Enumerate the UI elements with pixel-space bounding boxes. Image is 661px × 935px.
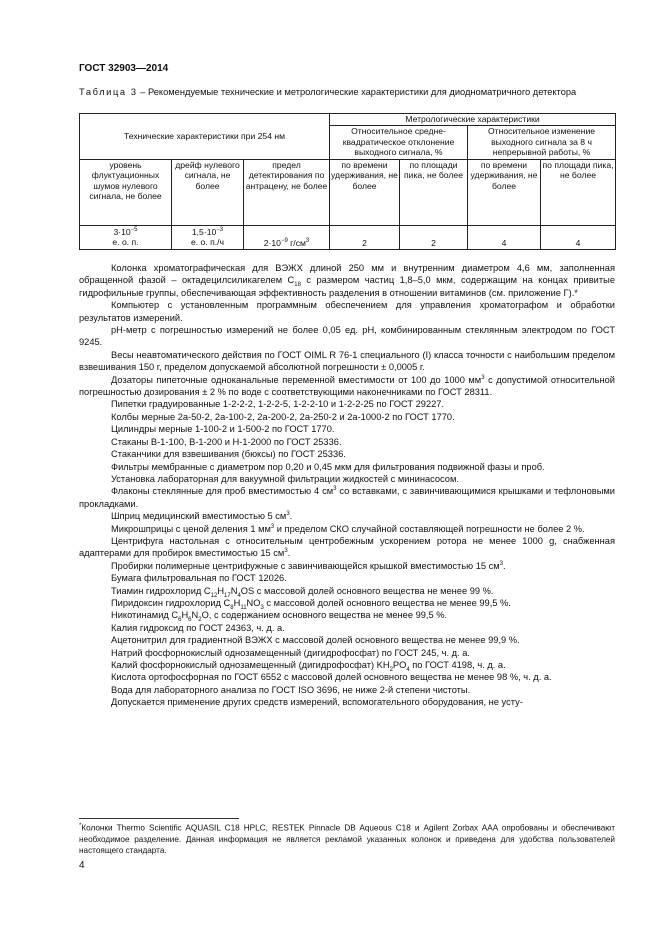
paragraph: pH-метр с погрешностью измерений не более 0,05 ед. pH, комбинированным стеклянным электродом по ГОСТ 9245.: [79, 325, 615, 348]
val-drift-b: е. о. п./ч: [190, 237, 224, 247]
val-limit-a: 2·10: [263, 238, 281, 248]
val-rt1: 2: [362, 238, 367, 248]
paragraph: Никотинамид $C_6H_6N_2O$, с содержанием основного вещества не менее 99,5 %.: [111, 610, 448, 624]
paragraph: Пробирки полимерные центрифужные с завинчивающейся крышкой вместимостью 15 $см^3$.: [111, 560, 506, 571]
table-caption-text: – Рекомендуемые технические и метрологические характеристики для диодноматричного детектора: [137, 87, 577, 97]
sub-area2-cell: [541, 159, 616, 225]
sub-rt2-cell: [468, 159, 541, 225]
sub-rt1: по времени удерживания, не более: [331, 159, 398, 191]
val-area1-cell: [400, 225, 468, 249]
sub-area2: по площади пика, не более: [542, 159, 614, 180]
paragraph: Пиридоксин гидрохлорид $C_8H_{11}NO_3$ с массовой долей основного вещества не менее 99,5 %.: [111, 597, 511, 611]
val-rt2-cell: [468, 225, 541, 249]
footnote-divider: [79, 818, 239, 819]
metro-header: Метрологические характеристики: [405, 114, 540, 124]
paragraph: Кислота ортофосфорная по ГОСТ 6552 с массовой долей основного вещества не менее 98 %, ч. д. а.: [111, 672, 552, 683]
val-area2-cell: [541, 225, 616, 249]
paragraph: Флаконы стеклянные для проб вместимостью 4 $см^3$ со вставками, с завинчивающимися крышками и тефлоновыми прокладками.: [79, 486, 615, 509]
paragraph: Пипетки градуированные 1-2-2-2, 1-2-2-5, 1-2-2-10 и 1-2-2-25 по ГОСТ 29227.: [111, 399, 445, 410]
document-header: ГОСТ 32903—2014: [79, 63, 169, 74]
paragraph: Весы неавтоматического действия по ГОСТ OIML R 76-1 специального (I) класса точности с наибольшим пределом взвешивания 150 г, пределом допускаемой абсолютной погрешности ± 0,0005 г.: [79, 349, 615, 373]
paragraph: Допускается применение других средств измерений, вспомогательного оборудования, не усту-: [111, 697, 523, 708]
paragraph: Фильтры мембранные с диаметром пор 0,20 и 0,45 мкм для фильтрования подвижной фазы и проб.: [111, 461, 545, 472]
tech-header-cell: [80, 114, 330, 160]
body-text: [79, 262, 615, 709]
paragraph: Калий фосфорнокислый однозамещенный (дигидрофосфат) $KH_2PO_4$ по ГОСТ 4198, ч. д. а.: [111, 660, 506, 673]
val-limit-exp: −9: [280, 238, 288, 245]
footnote: [79, 821, 615, 856]
table-caption: [79, 87, 619, 98]
change-header-cell: [468, 125, 616, 159]
val-noise-b: е. о. п.: [112, 237, 139, 247]
sub-drift: дрейф нулевого сигнала, не более: [175, 159, 240, 191]
val-limit-exp2: 3: [305, 238, 310, 245]
footnote-mark: *: [79, 823, 82, 829]
val-noise-cell: [80, 225, 172, 249]
val-noise-exp: −5: [130, 226, 138, 233]
sub-limit: предел детектирования по антрацену, не более: [245, 159, 328, 191]
sub-drift-cell: [172, 159, 244, 225]
footnote-text: Колонки Thermo Scientific AQUASIL C18 HPLC, RESTEK Pinnacle DB Aqueous C18 и Agilent Zorbax AAA опробованы и обеспечивают необходимое разделение. Данная информация не является рекламой указанных колонок и приведена для удобства пользователей настоящего стандарта.: [79, 823, 615, 855]
sub-noise: уровень флуктуационных шумов нулевого сигнала, не более: [89, 159, 162, 201]
paragraph: Микрошприцы с ценой деления 1 $мм^3$ и пределом СКО случайной составляющей погрешности не более 2 %.: [111, 523, 585, 534]
paragraph: Шприц медицинский вместимостью 5 $см^3$.: [111, 511, 293, 522]
val-noise-a: 3·10: [113, 226, 131, 237]
sub-area1-cell: [400, 159, 468, 225]
table-caption-label: Таблица 3: [79, 87, 138, 97]
paragraph: Центрифуга настольная с относительным центробежным ускорением ротора не менее 1000 g, снабженная адаптерами для пробирок вместимостью 15 $см^3$.: [79, 535, 615, 559]
sub-noise-cell: [80, 159, 172, 225]
paragraph: Вода для лабораторного анализа по ГОСТ ISO 3696, не ниже 2-й степени чистоты.: [111, 684, 471, 695]
paragraph: Установка лабораторная для вакуумной фильтрации жидкостей с мининасосом.: [111, 473, 459, 484]
tech-header: Технические характеристики при 254 нм: [123, 131, 286, 141]
sub-limit-cell: [244, 159, 330, 225]
paragraph: Цилиндры мерные 1-100-2 и 1-500-2 по ГОСТ 1770.: [111, 424, 335, 435]
sub-area1: по площади пика, не более: [404, 159, 463, 180]
paragraph: Тиамин гидрохлорид $C_{12}H_{17}N_4OS$ с массовой долей основного вещества не менее 99 %.: [111, 585, 494, 599]
page-number: 4: [79, 860, 85, 871]
paragraph: Калия гидроксид по ГОСТ 24363, ч. д. а.: [111, 622, 285, 633]
paragraph: Ацетонитрил для градиентной ВЭЖХ с массовой долей основного вещества не менее 99,9 %.: [111, 635, 520, 646]
val-drift-a: 1,5·10: [191, 226, 217, 237]
rsd-header-cell: [330, 125, 468, 159]
paragraph: Дозаторы пипеточные одноканальные переменной вместимости от 100 до 1000 $мм^3$ с допустимой относительной погрешностью дозирования ± 2 % по воде с соответствующими наконечниками по ГОСТ 28311.: [79, 374, 615, 398]
rsd-header: Относительное средне-квадратическое отклонение выходного сигнала, %: [342, 126, 455, 158]
change-header: Относительное изменение выходного сигнала за 8 ч непрерывной работы, %: [488, 126, 596, 158]
val-limit-cell: [244, 225, 330, 249]
paragraph: Колбы мерные 2а-50-2, 2а-100-2, 2а-200-2, 2а-250-2 и 2а-1000-2 по ГОСТ 1770.: [111, 411, 455, 422]
val-limit-b: г/см: [287, 238, 306, 248]
val-drift-exp: −3: [216, 226, 224, 233]
val-drift-cell: [172, 225, 244, 249]
sub-rt1-cell: [330, 159, 400, 225]
sub-rt2: по времени удерживания, не более: [470, 159, 538, 191]
val-area2: 4: [575, 238, 581, 248]
paragraph: Стаканчики для взвешивания (бюксы) по ГОСТ 25336.: [111, 449, 346, 460]
val-rt1-cell: [330, 225, 400, 249]
paragraph: Натрий фосфорнокислый однозамещенный (дигидрофосфат) по ГОСТ 245, ч. д. а.: [111, 647, 470, 658]
characteristics-table: [79, 113, 616, 250]
val-rt2: 4: [501, 238, 507, 248]
paragraph: Колонка хроматографическая для ВЭЖХ длиной 250 мм и внутренним диаметром 4,6 мм, заполненная обращенной фазой – октадецилсиликагелем $С_{18}$ с размером частиц 1,8–5,0 мкм, содержащим на концах привитые гидрофильные группы, обеспечивающая эффективность разделения в отношении витаминов (см. приложение Г).*: [79, 263, 615, 298]
paragraph: Бумага фильтровальная по ГОСТ 12026.: [111, 573, 287, 584]
paragraph: Компьютер с установленным программным обеспечением для управления хроматографом и обработки результатов измерений.: [79, 300, 615, 323]
paragraph: Стаканы В-1-100, В-1-200 и Н-1-2000 по ГОСТ 25336.: [111, 436, 342, 447]
val-area1: 2: [431, 238, 436, 248]
metro-header-cell: [330, 114, 616, 126]
